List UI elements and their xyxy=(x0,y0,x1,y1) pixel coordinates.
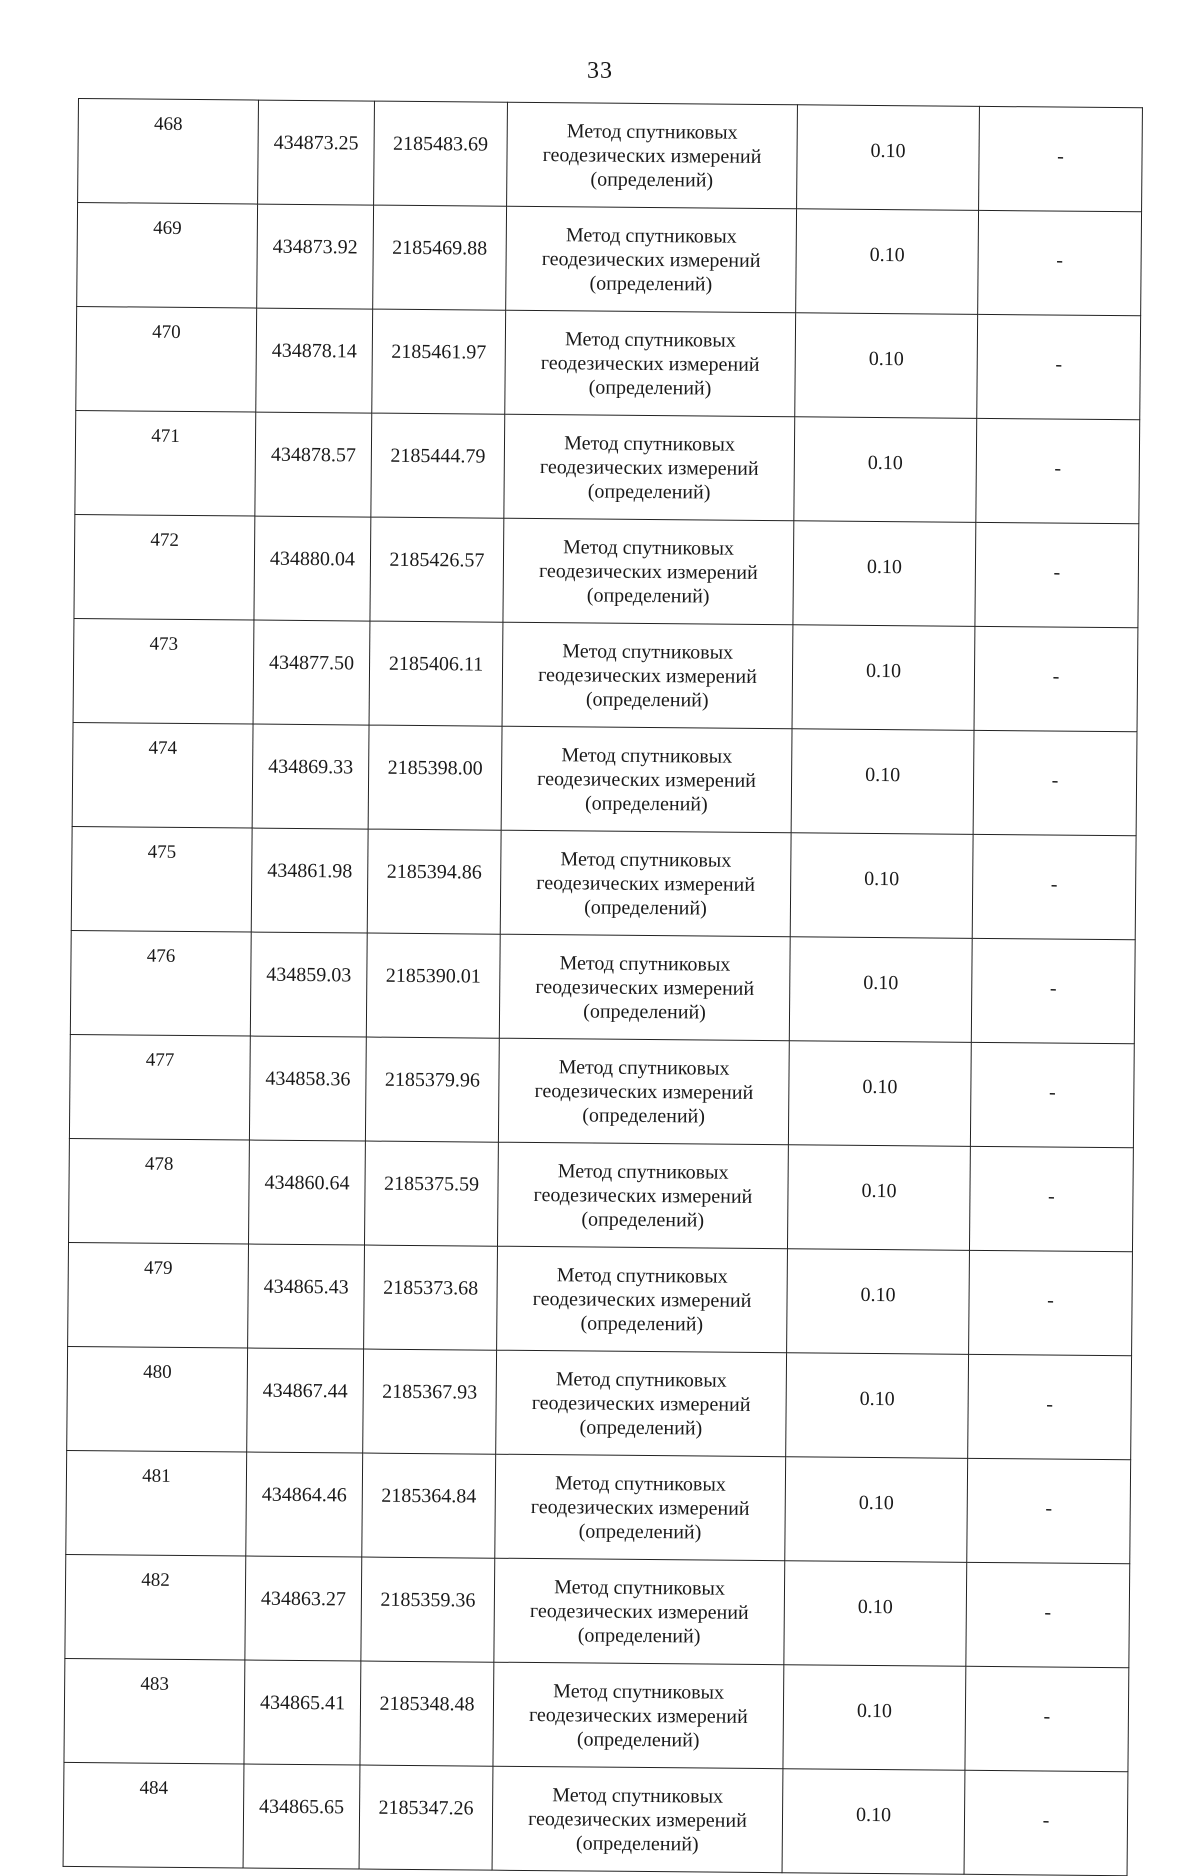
point-number-cell: 472 xyxy=(74,514,255,620)
table-row xyxy=(71,826,1136,939)
table-row xyxy=(67,1346,1132,1459)
point-number-cell: 469 xyxy=(77,203,258,309)
extra-cell: - xyxy=(972,834,1136,939)
y-coordinate-cell: 2185406.11 xyxy=(369,621,503,726)
method-text-line: Метод спутниковых xyxy=(560,847,732,872)
method-text-line: геодезических измерений xyxy=(528,1807,747,1832)
table-row xyxy=(76,306,1141,419)
method-text-line: (определений) xyxy=(589,271,713,296)
point-number-cell: 479 xyxy=(68,1242,249,1348)
method-cell xyxy=(495,1454,786,1561)
accuracy-cell: 0.10 xyxy=(782,1769,965,1875)
accuracy-cell: 0.10 xyxy=(788,1041,971,1147)
table-row xyxy=(78,99,1143,212)
method-text-line: (определений) xyxy=(583,999,706,1024)
method-text-line: Метод спутниковых xyxy=(564,431,735,456)
accuracy-cell: 0.10 xyxy=(787,1249,970,1355)
y-coordinate-cell: 2185461.97 xyxy=(372,309,506,414)
extra-cell: - xyxy=(969,1146,1133,1251)
method-text-line: (определений) xyxy=(575,1831,699,1855)
method-text-line: (определений) xyxy=(588,375,712,400)
method-text-line: Метод спутниковых xyxy=(556,1263,728,1288)
method-cell xyxy=(506,206,797,313)
method-cell xyxy=(493,1662,784,1769)
method-text-line: (определений) xyxy=(584,791,708,816)
method-text-line: Метод спутниковых xyxy=(554,1575,726,1600)
accuracy-cell: 0.10 xyxy=(792,625,975,731)
point-number-cell: 468 xyxy=(78,99,259,205)
method-text-line: Метод спутниковых xyxy=(562,639,734,664)
method-text-line: Метод спутниковых xyxy=(561,743,733,768)
table-row xyxy=(72,722,1137,835)
x-coordinate-cell: 434861.98 xyxy=(251,828,368,933)
accuracy-cell: 0.10 xyxy=(793,521,976,627)
coordinates-table-wrapper xyxy=(63,98,1143,1876)
method-text-line: геодезических измерений xyxy=(532,1287,752,1312)
x-coordinate-cell: 434863.27 xyxy=(245,1556,362,1661)
method-cell xyxy=(492,1766,783,1873)
accuracy-cell: 0.10 xyxy=(786,1353,969,1459)
x-coordinate-cell: 434859.03 xyxy=(250,932,367,1037)
extra-cell: - xyxy=(969,1250,1133,1355)
point-number-cell: 482 xyxy=(65,1554,246,1660)
point-number-cell: 481 xyxy=(66,1450,247,1556)
extra-cell: - xyxy=(975,522,1139,627)
accuracy-cell: 0.10 xyxy=(791,729,974,835)
point-number-cell: 470 xyxy=(76,306,257,412)
method-text-line: (определений) xyxy=(585,687,709,712)
table-row xyxy=(77,203,1142,316)
point-number-cell: 476 xyxy=(70,930,251,1036)
method-text-line: геодезических измерений xyxy=(531,1391,751,1416)
accuracy-cell: 0.10 xyxy=(787,1145,970,1251)
extra-cell: - xyxy=(977,314,1141,419)
method-cell xyxy=(496,1350,787,1457)
method-text-line: геодезических измерений xyxy=(529,1599,749,1624)
x-coordinate-cell: 434858.36 xyxy=(249,1036,366,1141)
y-coordinate-cell: 2185364.84 xyxy=(362,1453,496,1558)
extra-cell: - xyxy=(965,1666,1129,1771)
method-cell xyxy=(502,622,793,729)
method-text-line: (определений) xyxy=(576,1727,700,1751)
y-coordinate-cell: 2185444.79 xyxy=(371,413,505,518)
y-coordinate-cell: 2185426.57 xyxy=(370,517,504,622)
x-coordinate-cell: 434860.64 xyxy=(249,1140,366,1245)
x-coordinate-cell: 434878.14 xyxy=(256,308,373,413)
method-cell xyxy=(499,934,790,1041)
y-coordinate-cell: 2185347.26 xyxy=(359,1765,493,1870)
method-text-line: геодезических измерений xyxy=(530,1495,750,1520)
y-coordinate-cell: 2185375.59 xyxy=(365,1141,499,1246)
x-coordinate-cell: 434869.33 xyxy=(252,724,369,829)
method-text-line: Метод спутниковых xyxy=(552,1783,724,1808)
table-body xyxy=(63,99,1142,1876)
method-text-line: геодезических измерений xyxy=(535,975,755,1000)
method-text-line: (определений) xyxy=(580,1311,704,1336)
method-text-line: геодезических измерений xyxy=(540,351,760,376)
method-cell xyxy=(505,310,796,417)
accuracy-cell: 0.10 xyxy=(796,209,979,315)
x-coordinate-cell: 434865.41 xyxy=(244,1660,361,1765)
method-text-line: Метод спутниковых xyxy=(559,951,731,976)
y-coordinate-cell: 2185367.93 xyxy=(363,1349,497,1454)
method-cell xyxy=(497,1246,788,1353)
extra-cell: - xyxy=(979,106,1143,211)
x-coordinate-cell: 434864.46 xyxy=(246,1452,363,1557)
method-text-line: (определений) xyxy=(581,1207,705,1232)
method-text-line: геодезических измерений xyxy=(539,455,759,480)
method-text-line: (определений) xyxy=(578,1519,702,1543)
x-coordinate-cell: 434878.57 xyxy=(255,412,372,517)
point-number-cell: 474 xyxy=(72,722,253,828)
method-cell xyxy=(494,1558,785,1665)
method-text-line: геодезических измерений xyxy=(538,559,758,584)
extra-cell: - xyxy=(973,730,1137,835)
accuracy-cell: 0.10 xyxy=(785,1457,968,1563)
x-coordinate-cell: 434873.92 xyxy=(257,204,374,309)
method-text-line: Метод спутниковых xyxy=(558,1055,730,1080)
y-coordinate-cell: 2185398.00 xyxy=(368,725,502,830)
extra-cell: - xyxy=(978,210,1142,315)
method-cell xyxy=(501,726,792,833)
point-number-cell: 483 xyxy=(64,1658,245,1764)
point-number-cell: 473 xyxy=(73,618,254,724)
point-number-cell: 484 xyxy=(63,1762,244,1868)
method-text-line: (определений) xyxy=(582,1103,706,1128)
method-text-line: Метод спутниковых xyxy=(557,1159,729,1184)
table-row xyxy=(73,618,1138,731)
coordinates-table xyxy=(63,98,1143,1876)
x-coordinate-cell: 434867.44 xyxy=(247,1348,364,1453)
method-text-line: геодезических измерений xyxy=(533,1183,753,1208)
table-row xyxy=(68,1242,1133,1355)
method-text-line: Метод спутниковых xyxy=(566,119,738,144)
method-text-line: (определений) xyxy=(587,479,711,504)
method-text-line: геодезических измерений xyxy=(542,143,762,168)
table-row xyxy=(69,1138,1134,1251)
y-coordinate-cell: 2185379.96 xyxy=(365,1037,499,1142)
table-row xyxy=(69,1034,1134,1147)
method-text-line: (определений) xyxy=(579,1415,703,1439)
method-text-line: (определений) xyxy=(584,895,707,920)
method-cell xyxy=(507,102,798,209)
method-text-line: Метод спутниковых xyxy=(563,535,735,560)
y-coordinate-cell: 2185348.48 xyxy=(360,1661,494,1766)
method-cell xyxy=(504,414,795,521)
accuracy-cell: 0.10 xyxy=(789,937,972,1043)
extra-cell: - xyxy=(968,1354,1132,1459)
y-coordinate-cell: 2185469.88 xyxy=(373,205,507,310)
method-cell xyxy=(497,1142,788,1249)
accuracy-cell: 0.10 xyxy=(783,1665,966,1771)
x-coordinate-cell: 434880.04 xyxy=(254,516,371,621)
accuracy-cell: 0.10 xyxy=(784,1561,967,1667)
y-coordinate-cell: 2185390.01 xyxy=(366,933,500,1038)
point-number-cell: 477 xyxy=(69,1034,250,1140)
method-text-line: геодезических измерений xyxy=(534,1079,754,1104)
table-row xyxy=(74,514,1139,627)
method-text-line: геодезических измерений xyxy=(528,1703,748,1728)
table-row xyxy=(63,1762,1128,1875)
method-text-line: (определений) xyxy=(577,1623,701,1647)
accuracy-cell: 0.10 xyxy=(797,105,980,211)
point-number-cell: 475 xyxy=(71,826,252,932)
point-number-cell: 471 xyxy=(75,410,256,516)
table-row xyxy=(66,1450,1131,1563)
page-number: 33 xyxy=(587,58,613,84)
point-number-cell: 478 xyxy=(69,1138,250,1244)
extra-cell: - xyxy=(971,938,1135,1043)
x-coordinate-cell: 434865.43 xyxy=(248,1244,365,1349)
method-text-line: (определений) xyxy=(586,583,710,608)
method-cell xyxy=(500,830,791,937)
accuracy-cell: 0.10 xyxy=(794,417,977,523)
extra-cell: - xyxy=(976,418,1140,523)
table-row xyxy=(75,410,1140,523)
extra-cell: - xyxy=(964,1770,1128,1875)
table-row xyxy=(64,1658,1129,1771)
method-cell xyxy=(503,518,794,625)
y-coordinate-cell: 2185373.68 xyxy=(364,1245,498,1350)
extra-cell: - xyxy=(966,1562,1130,1667)
y-coordinate-cell: 2185359.36 xyxy=(361,1557,495,1662)
table-row xyxy=(70,930,1135,1043)
method-text-line: Метод спутниковых xyxy=(553,1679,725,1704)
method-text-line: геодезических измерений xyxy=(537,767,757,792)
method-text-line: Метод спутниковых xyxy=(565,223,737,248)
method-text-line: геодезических измерений xyxy=(538,663,757,688)
method-text-line: геодезических измерений xyxy=(536,871,756,896)
x-coordinate-cell: 434877.50 xyxy=(253,620,370,725)
method-text-line: Метод спутниковых xyxy=(564,327,736,352)
point-number-cell: 480 xyxy=(67,1346,248,1452)
extra-cell: - xyxy=(974,626,1138,731)
method-cell xyxy=(498,1038,789,1145)
table-row xyxy=(65,1554,1130,1667)
extra-cell: - xyxy=(967,1458,1131,1563)
method-text-line: Метод спутниковых xyxy=(555,1367,727,1392)
accuracy-cell: 0.10 xyxy=(795,313,978,419)
accuracy-cell: 0.10 xyxy=(790,833,973,939)
y-coordinate-cell: 2185483.69 xyxy=(374,101,508,206)
method-text-line: Метод спутниковых xyxy=(554,1471,726,1496)
x-coordinate-cell: 434865.65 xyxy=(243,1764,360,1869)
extra-cell: - xyxy=(970,1042,1134,1147)
method-text-line: геодезических измерений xyxy=(541,247,761,272)
x-coordinate-cell: 434873.25 xyxy=(258,100,375,205)
y-coordinate-cell: 2185394.86 xyxy=(367,829,501,934)
method-text-line: (определений) xyxy=(590,167,714,192)
